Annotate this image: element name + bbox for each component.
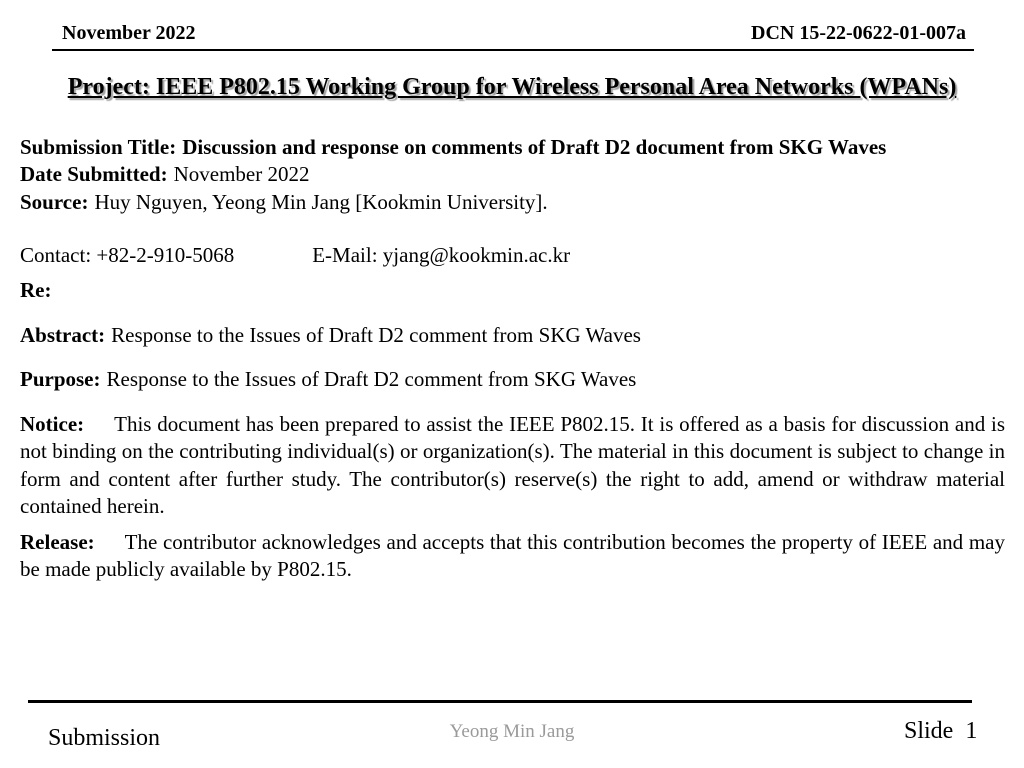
footer-rule — [28, 700, 972, 703]
submission-title-label: Submission Title: — [20, 135, 177, 159]
notice-paragraph — [20, 411, 1005, 520]
contact-email: E-Mail: yjang@kookmin.ac.kr — [312, 243, 571, 267]
notice-label: Notice: — [20, 412, 85, 436]
source-row — [20, 189, 1005, 216]
slide-title: Project: IEEE P802.15 Working Group for Wireless Personal Area Networks (WPANs) — [67, 74, 957, 100]
release-paragraph — [20, 529, 1005, 584]
header-date: November 2022 — [62, 22, 196, 44]
date-submitted-row — [20, 161, 1005, 188]
meta-block — [20, 134, 1005, 216]
purpose-row — [20, 366, 1005, 393]
date-submitted-value: November 2022 — [173, 162, 310, 187]
abstract-label: Abstract: — [20, 323, 106, 347]
submission-title-row — [20, 134, 1005, 161]
re-row: Re: — [20, 278, 52, 302]
purpose-label: Purpose: — [20, 367, 101, 391]
purpose-value: Response to the Issues of Draft D2 comment from SKG Waves — [106, 367, 637, 391]
abstract-row — [20, 322, 1005, 349]
release-label: Release: — [20, 530, 95, 554]
contact-phone: Contact: +82-2-910-5068 — [20, 243, 235, 267]
footer-author-name: Yeong Min Jang — [449, 721, 575, 742]
contact-row — [20, 242, 1005, 269]
footer-submission-label: Submission — [48, 725, 161, 751]
date-submitted-label: Date Submitted: — [20, 162, 168, 187]
header-dcn: DCN 15-22-0622-01-007a — [751, 22, 966, 44]
submission-title-value: Discussion and response on comments of Draft D2 document from SKG Waves — [182, 135, 887, 159]
header-rule — [52, 49, 974, 51]
abstract-value: Response to the Issues of Draft D2 comment from SKG Waves — [111, 323, 641, 347]
footer-slide-indicator — [904, 717, 977, 746]
source-label: Source: — [20, 189, 89, 214]
footer-slide-label: Slide — [904, 718, 954, 744]
notice-text: This document has been prepared to assist the IEEE P802.15. It is offered as a basis for discussion and is not binding on the contributing individual(s) or organization(s). The material in this document is subject to change in form and content after further study. The contributor(s) reserve(s) the right to add, amend or withdraw material contained herein. — [20, 412, 1005, 518]
release-text: The contributor acknowledges and accepts that this contribution becomes the property of IEEE and may be made publicly available by P802.15. — [20, 530, 1005, 582]
source-value: Huy Nguyen, Yeong Min Jang [Kookmin University]. — [94, 189, 548, 214]
footer-slide-number: 1 — [965, 718, 978, 744]
